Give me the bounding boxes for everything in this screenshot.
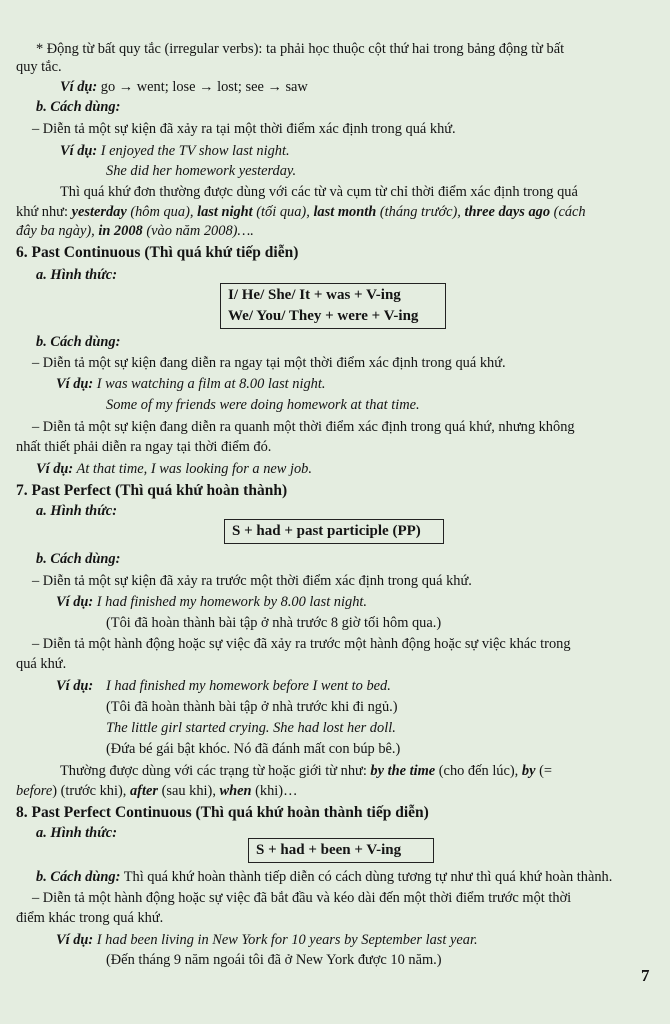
usage-heading: b. Cách dùng: xyxy=(36,869,121,885)
keyword: last night xyxy=(197,204,253,220)
formula-text: We/ You/ They + were + V-ing xyxy=(228,308,419,324)
translation-text: (Đứa bé gái bật khóc. Nó đã đánh mất con búp bê.) xyxy=(106,741,401,757)
section-heading: 8. Past Perfect Continuous (Thì quá khứ hoàn thành tiếp diễn) xyxy=(16,804,429,821)
text-line: – Diễn tả một sự kiện đã xảy ra tại một thời điểm xác định trong quá khứ. xyxy=(32,121,456,137)
keyword: last month xyxy=(313,204,377,220)
section-heading: 6. Past Continuous (Thì quá khứ tiếp diễn) xyxy=(16,244,299,261)
form-heading: a. Hình thức: xyxy=(36,503,117,519)
usage-heading: b. Cách dùng: xyxy=(36,334,121,350)
example-line xyxy=(56,375,325,393)
text-line xyxy=(16,782,297,800)
text-line: điểm khác trong quá khứ. xyxy=(16,910,164,926)
form-heading: a. Hình thức: xyxy=(36,825,117,841)
example-line xyxy=(60,78,308,96)
text-line: – Diễn tả một sự kiện đang diễn ra ngay tại một thời điểm xác định trong quá khứ. xyxy=(32,355,506,371)
formula-box xyxy=(248,838,434,863)
text: Thì quá khứ hoàn thành tiếp diễn có cách dùng tương tự như thì quá khứ hoàn thành. xyxy=(120,869,613,885)
example-text: The little girl started crying. She had lost her doll. xyxy=(106,720,396,736)
text-line: – Diễn tả một hành động hoặc sự việc đã bắt đầu và kéo dài đến một thời điểm trước một thời xyxy=(32,890,572,906)
text-line xyxy=(36,868,612,886)
example-text: She did her homework yesterday. xyxy=(106,163,297,179)
example-line xyxy=(56,593,367,611)
keyword: in 2008 xyxy=(98,223,143,239)
keyword: three days ago xyxy=(464,204,551,220)
example-text: I had been living in New York for 10 years by September last year. xyxy=(93,932,478,948)
formula-text: I/ He/ She/ It + was + V-ing xyxy=(228,287,401,303)
keyword: before xyxy=(16,783,53,799)
text: (khi)… xyxy=(251,783,298,799)
text-line xyxy=(60,762,552,780)
usage-heading: b. Cách dùng: xyxy=(36,99,121,115)
text-line: nhất thiết phải diễn ra ngay tại thời điểm đó. xyxy=(16,439,272,455)
text: (sau khi), xyxy=(157,783,220,799)
text: (cho đến lúc), xyxy=(435,763,522,779)
keyword: when xyxy=(219,783,252,799)
text: (tháng trước), xyxy=(376,204,465,220)
example-label: Ví dụ: xyxy=(56,376,94,392)
example-label: Ví dụ: xyxy=(56,932,94,948)
example-text: I enjoyed the TV show last night. xyxy=(97,143,290,159)
keyword: by the time xyxy=(370,763,436,779)
keyword: yesterday xyxy=(71,204,127,220)
example-line xyxy=(36,460,312,478)
text: (= xyxy=(535,763,552,779)
text: khứ như: xyxy=(16,204,72,220)
text: đây ba ngày), xyxy=(16,223,99,239)
text: ) (trước khi), xyxy=(52,783,130,799)
usage-heading: b. Cách dùng: xyxy=(36,551,121,567)
example-label: Ví dụ: xyxy=(36,461,74,477)
example-text: Some of my friends were doing homework at that time. xyxy=(106,397,420,413)
section-heading: 7. Past Perfect (Thì quá khứ hoàn thành) xyxy=(16,482,288,499)
formula-box xyxy=(220,283,446,329)
example-text: At that time, I was looking for a new job. xyxy=(73,461,312,477)
translation-text: (Tôi đã hoàn thành bài tập ở nhà trước 8 giờ tối hôm qua.) xyxy=(106,615,442,631)
example-text: I had finished my homework before I went to bed. xyxy=(106,678,391,694)
example-line xyxy=(60,142,290,160)
keyword: after xyxy=(129,783,158,799)
text-line: – Diễn tả một sự kiện đang diễn ra quanh một thời điểm xác định trong quá khứ, nhưng không xyxy=(32,419,575,435)
formula-text: S + had + been + V-ing xyxy=(256,842,402,858)
text-line: quá khứ. xyxy=(16,656,67,672)
text-line: – Diễn tả một sự kiện đã xảy ra trước một thời điểm xác định trong quá khứ. xyxy=(32,573,472,589)
text-line: * Động từ bất quy tắc (irregular verbs): ta phải học thuộc cột thứ hai trong bảng động từ bất xyxy=(36,41,565,57)
example-text: I was watching a film at 8.00 last night. xyxy=(93,376,326,392)
page-number: 7 xyxy=(641,966,650,985)
text-line: Thì quá khứ đơn thường được dùng với các từ và cụm từ chỉ thời điểm xác định trong quá xyxy=(60,184,578,200)
example-line xyxy=(56,677,391,695)
text-line: quy tắc. xyxy=(16,59,62,75)
example-line xyxy=(56,931,478,949)
text: (vào năm 2008)…. xyxy=(142,223,254,239)
form-heading: a. Hình thức: xyxy=(36,267,117,283)
text-line: – Diễn tả một hành động hoặc sự việc đã xảy ra trước một hành động hoặc sự việc khác trong xyxy=(32,636,571,652)
text: Thường được dùng với các trạng từ hoặc giới từ như: xyxy=(60,763,371,779)
text: (hôm qua), xyxy=(126,204,198,220)
example-text: I had finished my homework by 8.00 last night. xyxy=(93,594,367,610)
text: (cách xyxy=(550,204,586,220)
formula-text: S + had + past participle (PP) xyxy=(232,523,421,539)
example-label: Ví dụ: xyxy=(60,143,98,159)
text: (tối qua), xyxy=(252,204,314,220)
translation-text: (Tôi đã hoàn thành bài tập ở nhà trước khi đi ngủ.) xyxy=(106,699,398,715)
example-label: Ví dụ: xyxy=(60,79,98,95)
example-label: Ví dụ: xyxy=(56,594,94,610)
example-label: Ví dụ: xyxy=(56,678,94,694)
text-line xyxy=(16,203,586,221)
keyword: by xyxy=(521,763,536,779)
text-line xyxy=(16,222,254,240)
example-text: go → went; lose → lost; see → saw xyxy=(97,79,308,95)
formula-box xyxy=(224,519,444,544)
translation-text: (Đến tháng 9 năm ngoái tôi đã ở New York được 10 năm.) xyxy=(106,952,442,968)
